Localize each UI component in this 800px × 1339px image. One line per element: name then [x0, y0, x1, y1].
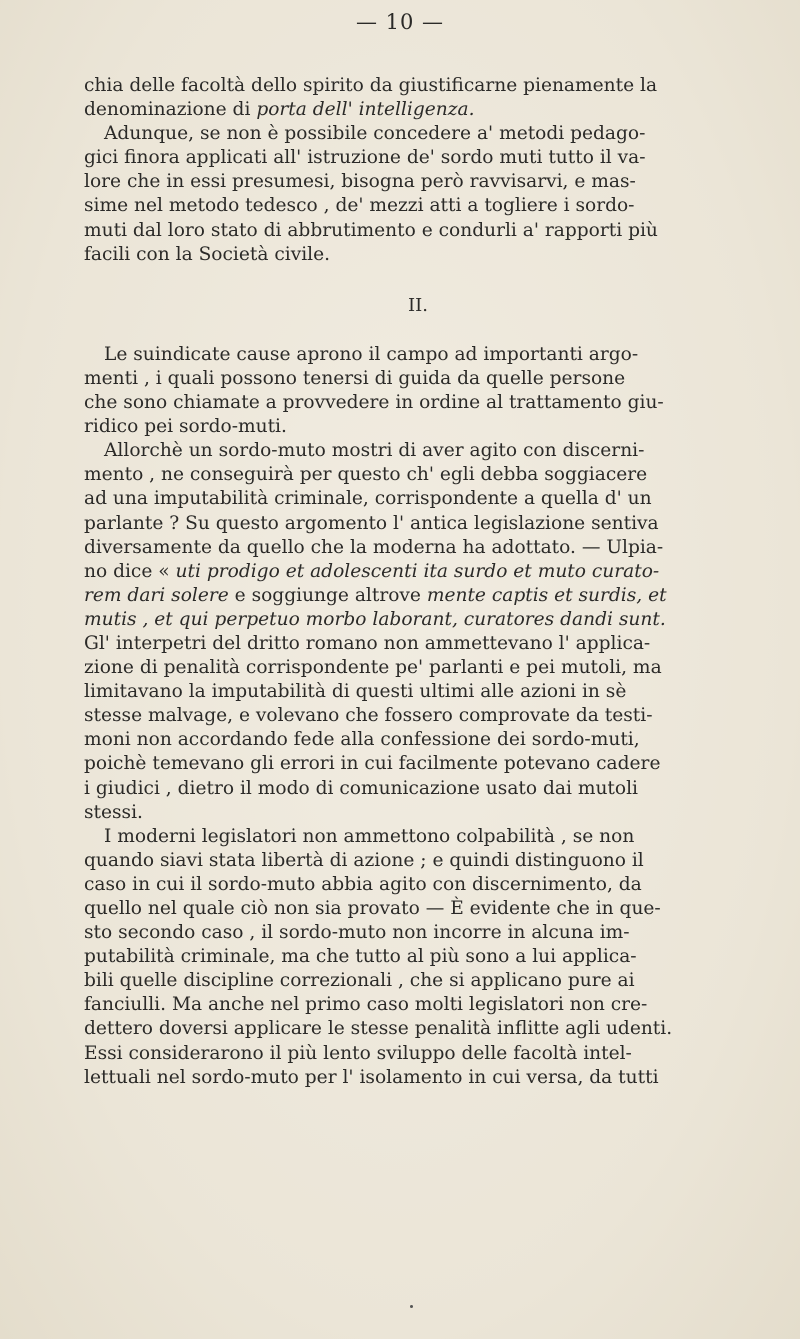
text-line: mento , ne conseguirà per questo ch' egli debba soggiacere: [84, 464, 648, 486]
text-line: Le suindicate cause aprono il campo ad importanti argo-: [104, 343, 639, 365]
text-line: poichè temevano gli errori in cui facilmente potevano cadere: [84, 753, 661, 775]
paragraph-4: [84, 825, 752, 1090]
text-line: fanciulli. Ma anche nel primo caso molti legislatori non cre-: [84, 994, 648, 1016]
paragraph-1: [84, 74, 752, 267]
paragraph-3: [84, 439, 752, 825]
italic-phrase: porta dell' intelligenza.: [256, 99, 475, 121]
text-line: stessi.: [84, 801, 143, 823]
text-line: [84, 608, 752, 632]
text-line: I moderni legislatori non ammettono colpabilità , se non: [104, 825, 635, 847]
text-line: ridico pei sordo-muti.: [84, 416, 287, 438]
text-line: bili quelle discipline correzionali , che si applicano pure ai: [84, 970, 635, 992]
text-line: caso in cui il sordo-muto abbia agito con discernimento, da: [84, 873, 642, 895]
text-run: denominazione di: [84, 99, 257, 121]
text-line: zione di penalità corrispondente pe' parlanti e pei mutoli, ma: [84, 657, 662, 679]
text-line: [84, 584, 752, 608]
text-line: menti , i quali possono tenersi di guida da quelle persone: [84, 367, 626, 389]
section-heading: II.: [408, 294, 428, 316]
text-line: lettuali nel sordo-muto per l' isolamento in cui versa, da tutti: [84, 1066, 659, 1088]
italic-phrase: mutis , et qui perpetuo morbo laborant, curatores dandi sunt.: [84, 608, 666, 630]
text-line: [84, 560, 752, 584]
page-number: — 10 —: [355, 10, 445, 34]
text-line: [84, 98, 752, 122]
text-line: Gl' interpetri del dritto romano non ammettevano l' applica-: [84, 632, 651, 654]
text-line: gici finora applicati all' istruzione de' sordo muti tutto il va-: [84, 147, 646, 169]
text-line: stesse malvage, e volevano che fossero comprovate da testi-: [84, 705, 653, 727]
text-line: parlante ? Su questo argomento l' antica legislazione sentiva: [84, 512, 659, 534]
text-line: quello nel quale ciò non sia provato — È evidente che in que-: [84, 898, 661, 919]
text-line: sto secondo caso , il sordo-muto non incorre in alcuna im-: [84, 922, 630, 944]
text-line: dettero doversi applicare le stesse penalità inflitte agli udenti.: [84, 1018, 673, 1040]
body-text: [84, 74, 752, 1090]
text-line: Essi considerarono il più lento sviluppo delle facoltà intel-: [84, 1042, 632, 1064]
text-line: ad una imputabilità criminale, corrispondente a quella d' un: [84, 488, 652, 510]
text-line: chia delle facoltà dello spirito da giustificarne pienamente la: [84, 75, 658, 96]
text-run: e soggiunge altrove: [228, 584, 427, 606]
italic-phrase: mente captis et surdis, et: [426, 584, 667, 606]
text-line: quando siavi stata libertà di azione ; e quindi distinguono il: [84, 849, 644, 871]
text-line: putabilità criminale, ma che tutto al più sono a lui applica-: [84, 946, 637, 968]
text-line: diversamente da quello che la moderna ha adottato. — Ulpia-: [84, 536, 664, 558]
text-line: Allorchè un sordo-muto mostri di aver agito con discerni-: [104, 440, 645, 462]
text-line: muti dal loro stato di abbrutimento e condurli a' rapporti più: [84, 219, 658, 241]
text-line: lore che in essi presumesi, bisogna però ravvisarvi, e mas-: [84, 171, 636, 193]
print-speck: [410, 1305, 413, 1308]
text-line: Adunque, se non è possibile concedere a' metodi pedago-: [104, 123, 646, 145]
text-line: sime nel metodo tedesco , de' mezzi atti a togliere i sordo-: [84, 195, 635, 217]
italic-phrase: uti prodigo et adolescenti ita surdo et muto curato-: [175, 560, 660, 582]
text-line: i giudici , dietro il modo di comunicazione usato dai mutoli: [84, 777, 638, 799]
paragraph-2: [84, 343, 752, 439]
text-run: no dice «: [84, 560, 176, 582]
italic-phrase: rem dari solere: [84, 584, 229, 606]
text-line: facili con la Società civile.: [84, 243, 331, 265]
text-line: che sono chiamate a provvedere in ordine al trattamento giu-: [84, 392, 664, 414]
text-line: moni non accordando fede alla confessione dei sordo-muti,: [84, 729, 640, 751]
text-line: limitavano la imputabilità di questi ultimi alle azioni in sè: [84, 681, 627, 703]
